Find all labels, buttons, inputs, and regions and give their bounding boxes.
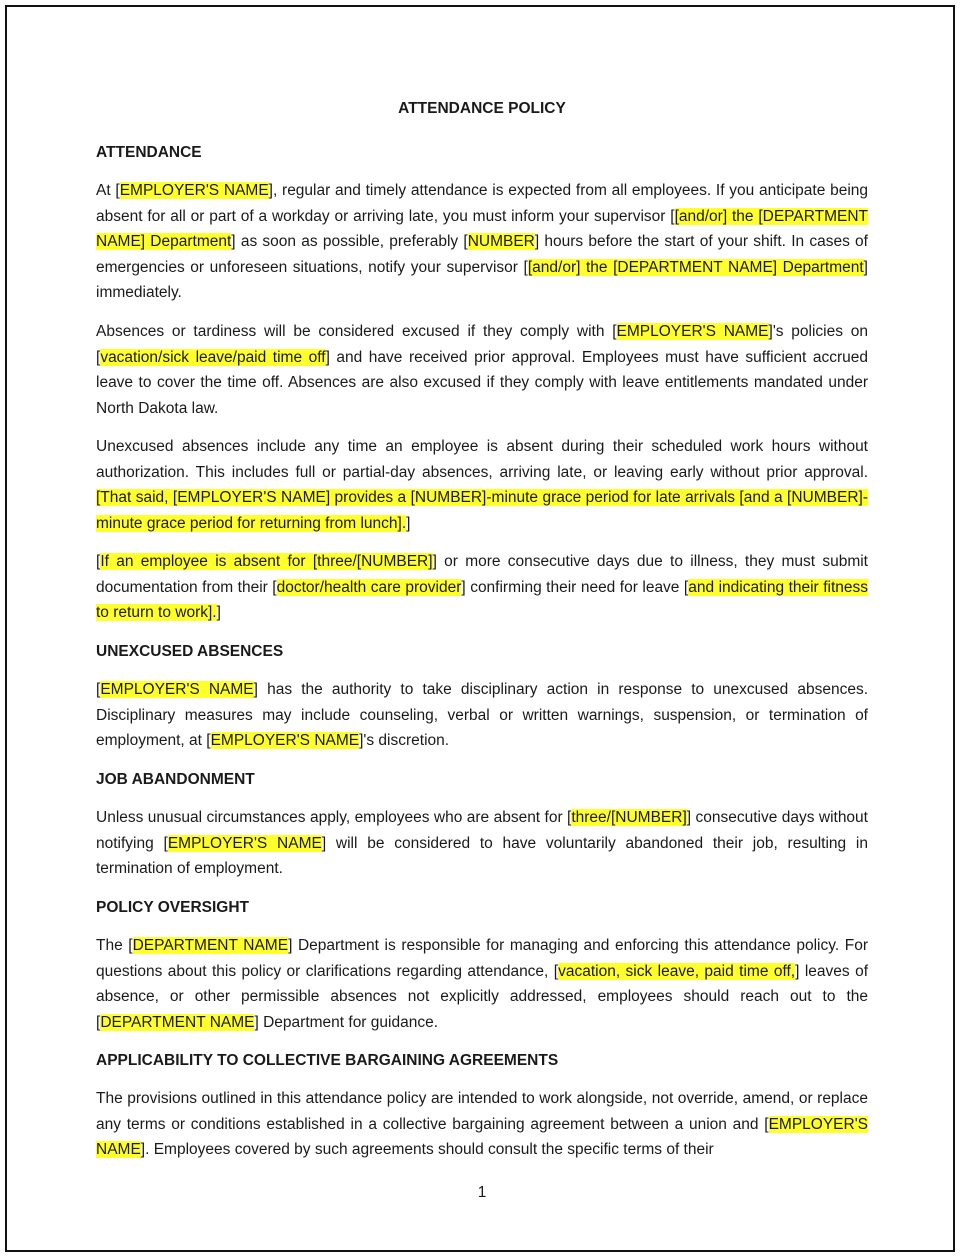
text-run: [ (96, 681, 101, 698)
text-run: ]'s discretion. (359, 732, 450, 749)
text-run: ] hours before the start of your shift. In cases of emergencies or unforeseen situations, notify your supervisor [ (96, 233, 868, 276)
text-run: ] as soon as possible, preferably [ (231, 233, 468, 250)
text-run: ] consecutive days without notifying [ (96, 809, 868, 852)
document-page (5, 5, 955, 1252)
text-run: ] Department for guidance. (254, 1013, 439, 1031)
text-run: Unless unusual circumstances apply, employees who are absent for [ (96, 809, 572, 826)
text-run: ]'s policies on [ (96, 323, 868, 366)
text-run: ] will be considered to have voluntarily abandoned their job, resulting in termination of employment. (96, 834, 868, 877)
placeholder-highlight: [That said, [EMPLOYER'S NAME] provides a [NUMBER]-minute grace period for late arrivals [and a [NUMBER]-minute grace period for returning from lunch]. (96, 489, 868, 532)
paragraph-excused (96, 319, 868, 421)
placeholder-highlight: If an employee is absent for [three/[NUMBER] (100, 553, 433, 570)
text-run: ], regular and timely attendance is expected from all employees. If you anticipate being absent for all or part of a workday or arriving late, you must inform your supervisor [ (96, 182, 868, 225)
placeholder-highlight: EMPLOYER'S NAME (100, 681, 254, 698)
paragraph-unexcused-definition (96, 434, 868, 536)
paragraph-disciplinary (96, 677, 868, 754)
placeholder-highlight: [and/or] the [DEPARTMENT NAME] Department (527, 258, 864, 276)
placeholder-highlight: NUMBER (467, 233, 535, 250)
text-run: ] confirming their need for leave [ (461, 578, 689, 596)
heading-job-abandonment: JOB ABANDONMENT (96, 771, 255, 788)
text-run: [ (96, 553, 101, 570)
placeholder-highlight: doctor/health care provider (276, 578, 462, 596)
placeholder-highlight: DEPARTMENT NAME (132, 937, 289, 954)
placeholder-highlight: DEPARTMENT NAME (100, 1013, 255, 1031)
text-run: ] (216, 604, 221, 621)
placeholder-highlight: EMPLOYER'S NAME (616, 323, 769, 340)
text-run: ] Department is responsible for managing and enforcing this attendance policy. For questions about this policy or clarifications regarding attendance, [ (96, 937, 868, 980)
paragraph-job-abandonment (96, 805, 868, 882)
text-run: ] and have received prior approval. Employees must have sufficient accrued leave to cover the time off. Absences are also excused if they comply with leave entitlements mandated under North Dakota law. (96, 348, 868, 417)
paragraph-oversight (96, 933, 868, 1035)
placeholder-highlight: EMPLOYER'S NAME (119, 182, 269, 199)
placeholder-highlight: and indicating their fitness to return to work]. (96, 578, 869, 621)
document-title: ATTENDANCE POLICY (398, 100, 566, 117)
text-run: ] (406, 514, 411, 532)
heading-unexcused: UNEXCUSED ABSENCES (96, 643, 284, 660)
heading-attendance: ATTENDANCE (96, 144, 202, 161)
placeholder-highlight: [and/or] the [DEPARTMENT NAME] Department (96, 207, 868, 250)
placeholder-highlight: three/[NUMBER] (571, 809, 687, 826)
placeholder-highlight: vacation/sick leave/paid time off (100, 348, 326, 366)
placeholder-highlight: vacation, sick leave, paid time off, (558, 962, 796, 980)
paragraph-collective-bargaining (96, 1086, 868, 1163)
text-run: Unexcused absences include any time an employee is absent during their scheduled work hours without authorization. This includes full or partial-day absences, arriving late, or leaving early without prior approval. (96, 438, 868, 481)
text-run: Absences or tardiness will be considered excused if they comply with [ (96, 323, 617, 340)
text-run: At [ (96, 182, 120, 199)
placeholder-highlight: EMPLOYER'S NAME (167, 834, 322, 852)
heading-policy-oversight: POLICY OVERSIGHT (96, 899, 250, 916)
text-run: ] or more consecutive days due to illness, they must submit documentation from their [ (96, 553, 868, 596)
text-run: ] leaves of absence, or other permissible absences not explicitly addressed, employees should reach out to the [ (96, 962, 868, 1031)
page-number: 1 (477, 1184, 487, 1201)
text-run: The [ (96, 937, 133, 954)
text-run: ] immediately. (96, 258, 868, 301)
placeholder-highlight: EMPLOYER'S NAME (96, 1115, 868, 1158)
text-run: ]. Employees covered by such agreements should consult the specific terms of their (140, 1141, 714, 1158)
paragraph-illness (96, 549, 868, 626)
text-run: ] has the authority to take disciplinary action in response to unexcused absences. Disciplinary measures may include counseling, verbal or written warnings, suspension, or termination of employment, at [ (96, 681, 868, 749)
placeholder-highlight: EMPLOYER'S NAME (210, 732, 360, 749)
heading-collective-bargaining: APPLICABILITY TO COLLECTIVE BARGAINING AGREEMENTS (96, 1052, 559, 1069)
paragraph-attendance (96, 178, 868, 306)
text-run: The provisions outlined in this attendance policy are intended to work alongside, not override, amend, or replace any terms or conditions established in a collective bargaining agreement between a union and [ (96, 1090, 868, 1133)
